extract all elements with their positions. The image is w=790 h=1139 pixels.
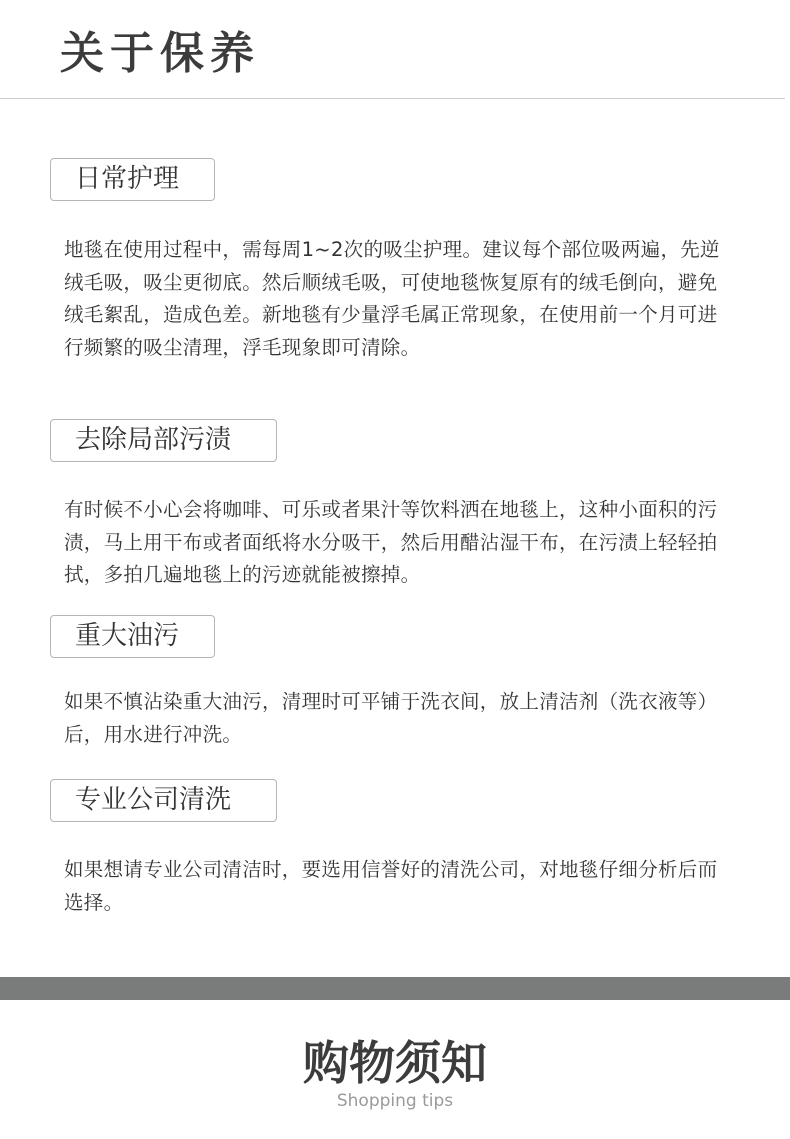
section-label-daily-care: 日常护理	[50, 158, 215, 201]
section-label-professional-cleaning: 专业公司清洗	[50, 779, 277, 822]
section-label-local-stains: 去除局部污渍	[50, 419, 277, 462]
section-body-professional-cleaning: 如果想请专业公司清洁时，要选用信誉好的清洗公司，对地毯仔细分析后而选择。	[64, 858, 718, 914]
footer-divider-bar	[0, 977, 790, 1000]
shopping-tips-title: 购物须知	[303, 1036, 487, 1090]
page-header	[0, 0, 790, 99]
section-body-heavy-oil: 如果不慎沾染重大油污，清理时可平铺于洗衣间，放上清洁剂（洗衣液等）后，用水进行冲洗。	[64, 690, 718, 746]
section-body-daily-care: 地毯在使用过程中，需每周1~2次的吸尘护理。建议每个部位吸两遍，先逆绒毛吸，吸尘更彻底。然后顺绒毛吸，可使地毯恢复原有的绒毛倒向，避免绒毛絮乱，造成色差。新地毯有少量浮毛属正常现象，在使用前一个月可进行频繁的吸尘清理，浮毛现象即可清除。	[64, 238, 720, 359]
section-body-local-stains: 有时候不小心会将咖啡、可乐或者果汁等饮料洒在地毯上，这种小面积的污渍，马上用干布或者面纸将水分吸干，然后用醋沾湿干布，在污渍上轻轻拍拭，多拍几遍地毯上的污迹就能被擦掉。	[64, 498, 718, 586]
header-divider	[0, 98, 785, 99]
section-label-heavy-oil: 重大油污	[50, 615, 215, 658]
page-title: 关于保养	[60, 28, 260, 79]
shopping-tips-subtitle: Shopping tips	[336, 1091, 454, 1111]
